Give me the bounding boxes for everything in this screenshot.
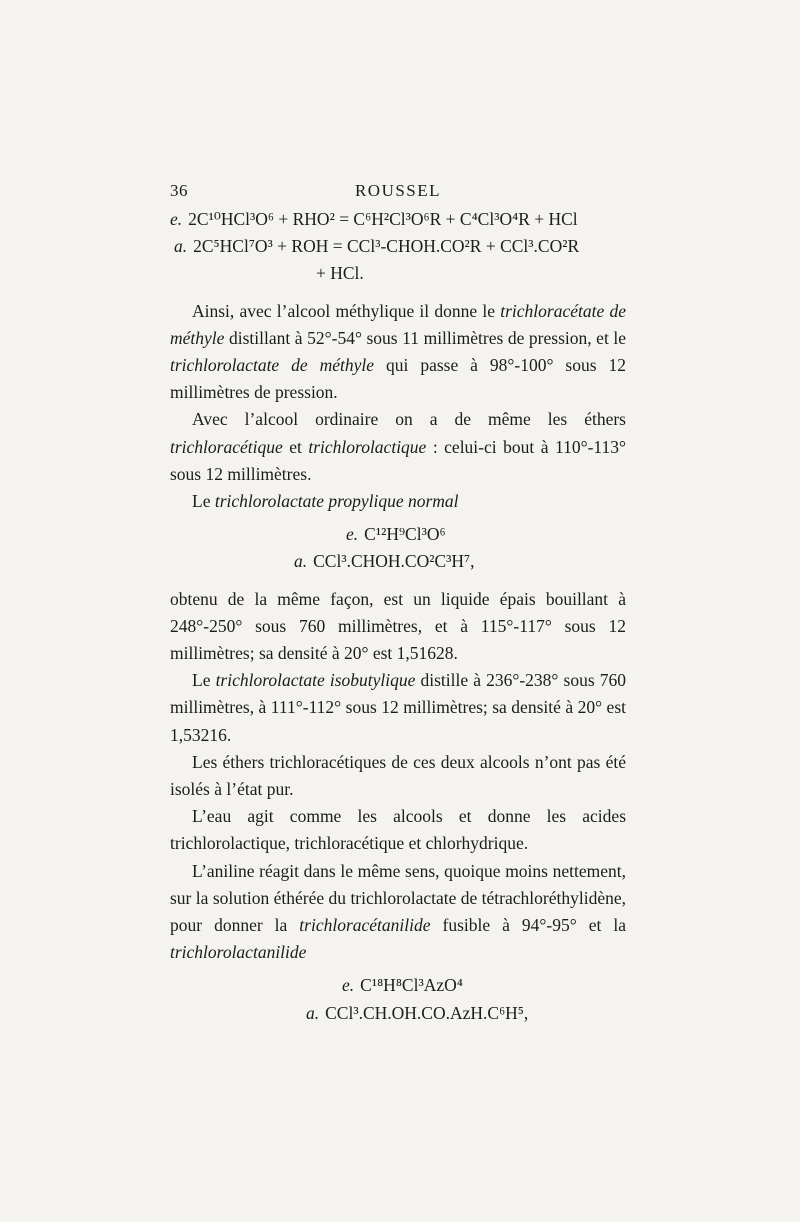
running-title: ROUSSEL bbox=[354, 181, 442, 200]
formula-line bbox=[170, 1000, 626, 1027]
formula-line bbox=[170, 972, 626, 999]
italic-term: trichloracétanilide bbox=[299, 915, 431, 936]
formula-line bbox=[170, 233, 626, 260]
paragraph: L’eau agit comme les alcools et donne les acides trichlorolactique, trichloracétique et chlorhydrique. bbox=[170, 806, 626, 854]
formula-line bbox=[170, 206, 626, 233]
paragraph bbox=[170, 858, 626, 967]
formula-line bbox=[170, 260, 626, 287]
formula-label: a. bbox=[294, 551, 308, 572]
formula-label: e. bbox=[346, 524, 359, 545]
paragraph: Les éthers trichloracétiques de ces deux alcools n’ont pas été isolés à l’état pur. bbox=[170, 751, 626, 800]
formula-text: C¹⁸H⁸Cl³AzO⁴ bbox=[360, 975, 463, 996]
text-run: Avec l’alcool ordinaire on a de même les éthers bbox=[192, 409, 626, 430]
text-run: distillant à 52°-54° sous 11 millimètres de pression, et le bbox=[224, 327, 626, 348]
formula-label: a. bbox=[174, 236, 188, 257]
text-run: Le bbox=[192, 670, 216, 691]
italic-term: trichlorolactanilide bbox=[170, 942, 307, 963]
formula-text: + HCl. bbox=[316, 263, 364, 284]
text-run: Ainsi, avec l’alcool méthylique il donne le bbox=[192, 300, 501, 321]
formula-label: e. bbox=[170, 209, 183, 229]
text-run: qui passe à 98°-100° sous 12 millimètres de pression. bbox=[170, 355, 626, 403]
page-body bbox=[170, 206, 626, 1027]
italic-term: trichlorolactate de méthyle bbox=[170, 355, 375, 376]
italic-term: trichlorolactate propylique normal bbox=[214, 491, 459, 512]
paragraph bbox=[170, 406, 626, 488]
italic-term: trichlorolactate isobutylique bbox=[215, 670, 416, 691]
italic-term: trichloracétate de méthyle bbox=[170, 300, 626, 348]
text-run: Le bbox=[192, 491, 215, 512]
page-number: 36 bbox=[170, 181, 188, 200]
formula-text: 2C⁵HCl⁷O³ + ROH = CCl³-CHOH.CO²R + CCl³.CO²R bbox=[193, 236, 580, 257]
formula-text: 2C¹⁰HCl³O⁶ + RHO² = C⁶H²Cl³O⁶R + C⁴Cl³O⁴R + HCl bbox=[188, 209, 578, 229]
formula-line bbox=[170, 521, 626, 548]
formula-text: C¹²H⁹Cl³O⁶ bbox=[364, 524, 446, 545]
paragraph bbox=[170, 298, 626, 407]
text-run: fusible à 94°-95° et la bbox=[430, 915, 626, 936]
paragraph: obtenu de la même façon, est un liquide épais bouillant à 248°-250° sous 760 millimètres, et à 115°-117° sous 12 millimètres; sa densité à 20° est 1,51628. bbox=[170, 588, 626, 664]
italic-term: trichlorolactique bbox=[308, 436, 427, 457]
formula-label: a. bbox=[306, 1002, 320, 1023]
paragraph bbox=[170, 667, 626, 749]
formula-label: e. bbox=[342, 975, 355, 996]
text-run: : celui-ci bout à 110°-113° sous 12 millimètres. bbox=[170, 436, 626, 484]
paragraph bbox=[170, 488, 626, 515]
text-run: distille à 236°-238° sous 760 millimètres, à 111°-112° sous 12 millimètres; sa densité à 20° est 1,53216. bbox=[170, 670, 626, 745]
formula-line bbox=[170, 548, 626, 575]
formula-text: CCl³.CH.OH.CO.AzH.C⁶H⁵, bbox=[325, 1002, 529, 1023]
formula-text: CCl³.CHOH.CO²C³H⁷, bbox=[313, 551, 475, 572]
text-run: et bbox=[282, 436, 309, 457]
text-run: L’aniline réagit dans le même sens, quoique moins nettement, sur la solution éthérée du trichlorolactate de tétrachloréthylidène, pour donner la bbox=[170, 860, 626, 936]
italic-term: trichloracétique bbox=[170, 436, 283, 457]
